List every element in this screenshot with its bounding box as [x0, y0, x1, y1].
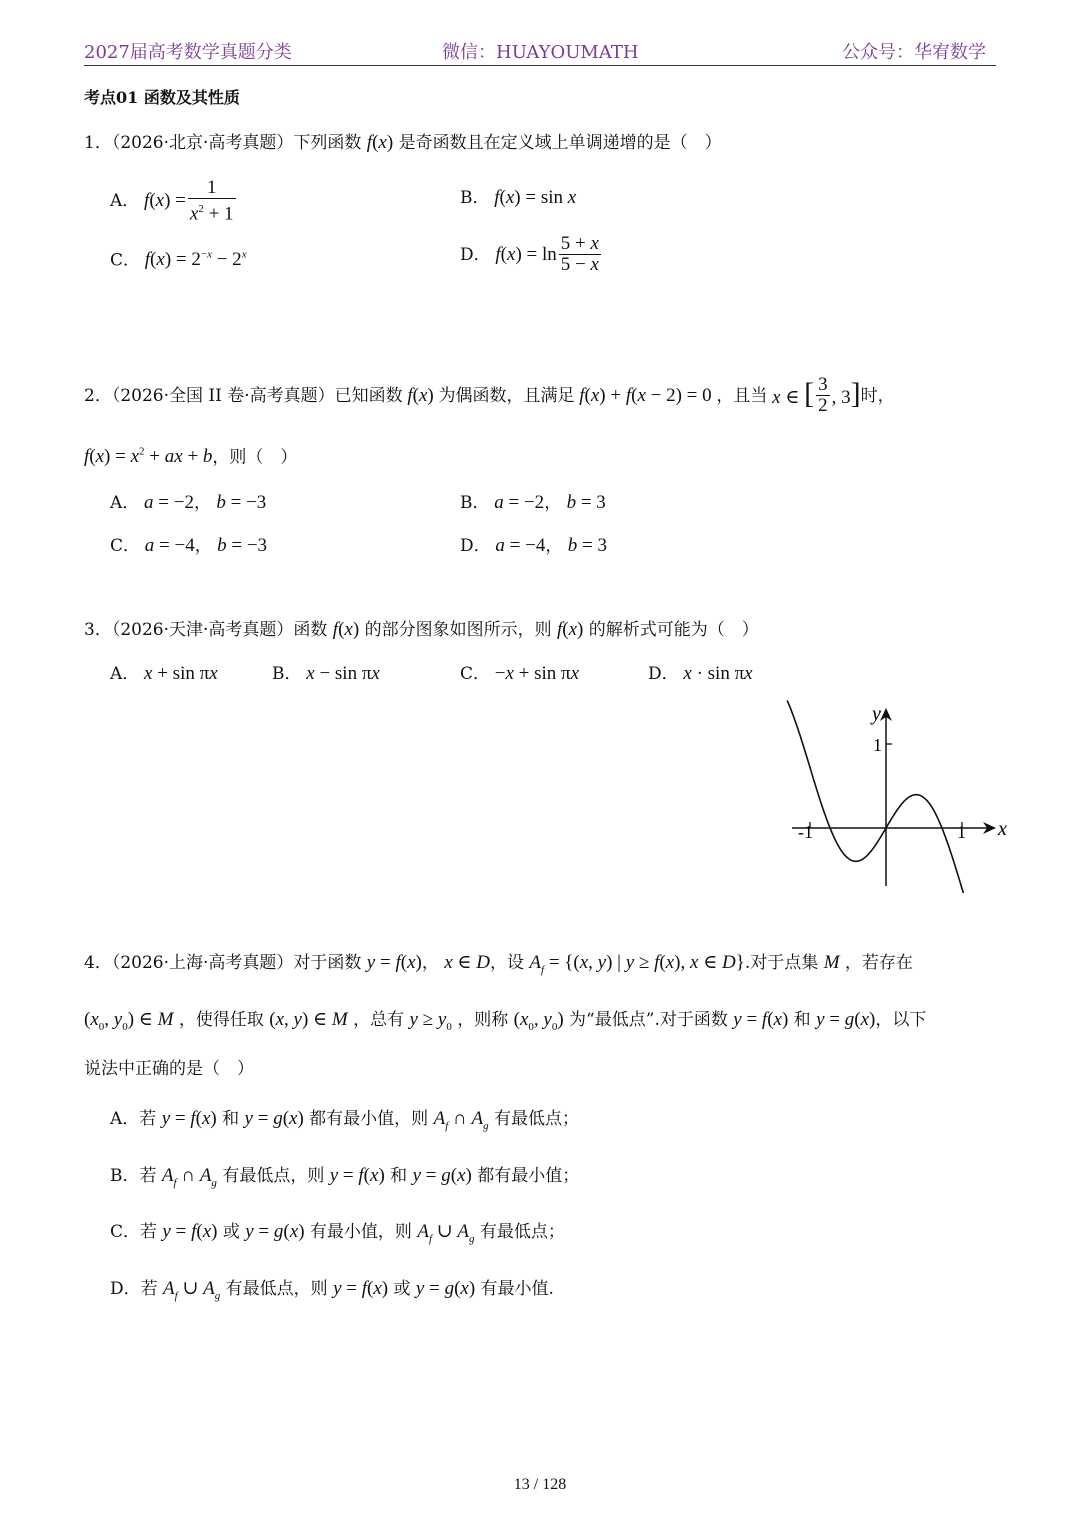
question-2-option-d[interactable]: D． a = −4， b = 3: [460, 535, 607, 556]
question-4-option-d[interactable]: D．若 $A_f$ ∪ $A_g$ 有最低点，则 y = f(x) 或 y = g(x) 有最小值.: [110, 1278, 554, 1302]
question-3-stem: 3．（2026·天津·高考真题）函数 f(x) 的部分图象如图所示，则 f(x) 的解析式可能为（ ）: [84, 619, 759, 640]
question-4-option-c[interactable]: C．若 y = f(x) 或 y = g(x) 有最小值，则 $A_f$ ∪ $A_g$ 有最低点；: [110, 1221, 565, 1245]
question-1-option-d[interactable]: D． f(x) = ln $\frac{5 + x}{5 - x}$: [460, 233, 599, 275]
question-3-option-d[interactable]: D． x · sin πx: [648, 663, 753, 684]
question-1-stem: 1．（2026·北京·高考真题）下列函数 f(x) 是奇函数且在定义域上单调递增的是（ ）: [84, 132, 722, 153]
question-1-option-b[interactable]: B． f(x) = sin x: [460, 187, 577, 208]
question-3-option-a[interactable]: A． x + sin πx: [110, 663, 218, 684]
question-4-stem-line3: 说法中正确的是（ ）: [84, 1059, 254, 1079]
question-4-stem-line1: 4．（2026·上海·高考真题）对于函数 y = f(x)， x ∈ D，设 $A_f = \{(x$, y) | y ≥ f(x), x ∈ D}.对于点集 M ，若存在: [84, 952, 913, 976]
question-2-stem-line2: $f(x) = x^2$ + ax + b，则（ ）: [84, 446, 298, 468]
header-official-account: 公众号：华宥数学: [842, 42, 986, 63]
question-2-option-a[interactable]: A． a = −2， b = −3: [110, 492, 267, 513]
x-axis-label: x: [998, 818, 1007, 840]
question-1-option-a[interactable]: A． f(x) = $\frac{1}{x^2 + 1}$: [110, 177, 234, 225]
header-divider: [84, 65, 996, 66]
y-tick-label: 1: [873, 735, 882, 755]
question-1-option-c[interactable]: C． $f(x) = 2^{-x} - 2^x$: [110, 249, 247, 271]
header-wechat: 微信：HUAYOUMATH: [442, 42, 639, 63]
question-4-stem-line2: ($x_0$, $y_0$) ∈ M ，使得任取 (x, y) ∈ M ，总有 $y \ge y_0$ ，则称 ($x_0$, $y_0$) 为“最低点”.对于函数 y = f(x) 和 y = g(x)，以下: [84, 1009, 927, 1033]
question-2-stem-line1: 2．（2026·全国 II 卷·高考真题）已知函数 f(x) 为偶函数，且满足 f(x) + f(x − 2) = 0 ，且当 x ∈ [ $\frac{3}{2}$ , 3] 时，: [84, 374, 895, 416]
question-2-option-b[interactable]: B． a = −2， b = 3: [460, 492, 606, 513]
section-title: 考点01 函数及其性质: [84, 88, 240, 107]
question-3-graph: [780, 698, 1010, 893]
header-left-title: 2027届高考数学真题分类: [84, 42, 292, 63]
y-axis-label: y: [872, 703, 881, 725]
question-2-option-c[interactable]: C． a = −4， b = −3: [110, 535, 268, 556]
question-4-option-a[interactable]: A．若 y = f(x) 和 y = g(x) 都有最小值，则 $A_f$ ∩ $A_g$ 有最低点；: [110, 1108, 580, 1132]
question-3-option-b[interactable]: B． x − sin πx: [272, 663, 380, 684]
page-number: 13 / 128: [513, 1476, 567, 1493]
x-tick-label-neg1: -1: [798, 822, 813, 842]
question-4-option-b[interactable]: B．若 $A_f$ ∩ $A_g$ 有最低点，则 y = f(x) 和 y = g(x) 都有最小值；: [110, 1165, 580, 1189]
x-tick-label-1: 1: [957, 822, 966, 842]
question-3-option-c[interactable]: C． −x + sin πx: [460, 663, 580, 684]
